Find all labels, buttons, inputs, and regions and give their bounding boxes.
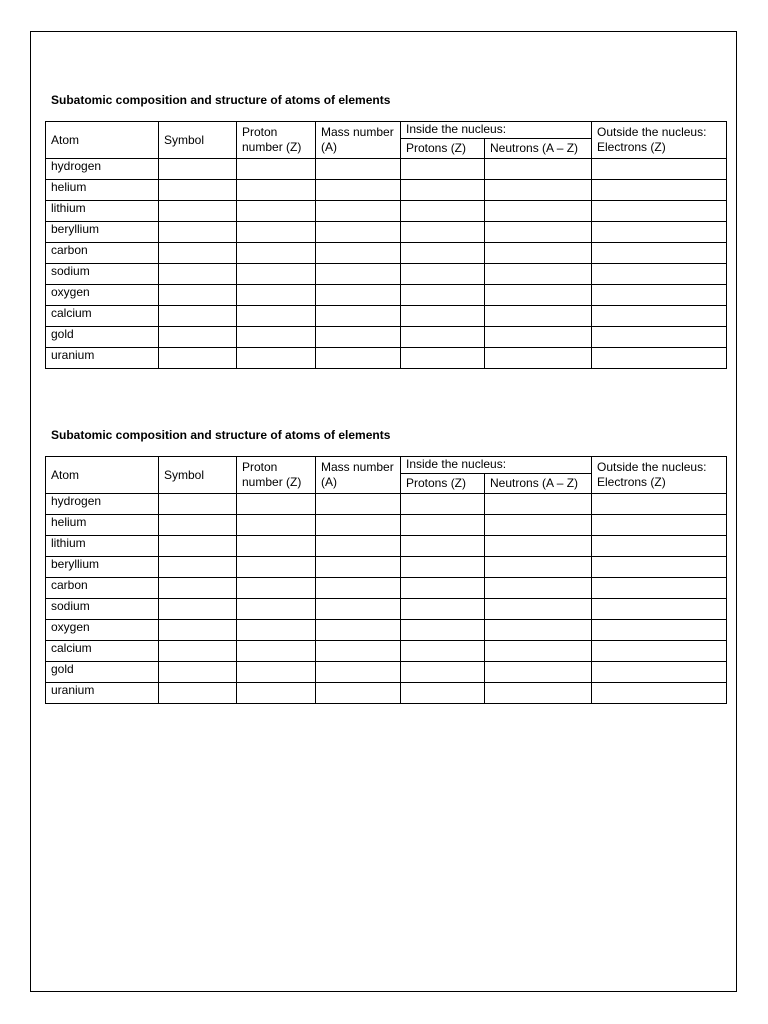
electrons-cell[interactable] <box>592 683 727 704</box>
mass-number-cell[interactable] <box>316 264 401 285</box>
electrons-cell[interactable] <box>592 222 727 243</box>
electrons-cell[interactable] <box>592 285 727 306</box>
mass-number-cell[interactable] <box>316 662 401 683</box>
symbol-cell[interactable] <box>159 180 237 201</box>
protons-cell[interactable] <box>401 201 485 222</box>
symbol-cell[interactable] <box>159 536 237 557</box>
atom-name-cell: gold <box>46 327 159 348</box>
header-neutrons: Neutrons (A – Z) <box>485 474 592 494</box>
atom-name-cell: helium <box>46 180 159 201</box>
electrons-cell[interactable] <box>592 348 727 369</box>
atom-name-cell: sodium <box>46 599 159 620</box>
mass-number-cell[interactable] <box>316 620 401 641</box>
protons-cell[interactable] <box>401 662 485 683</box>
table-row <box>46 515 727 536</box>
neutrons-cell[interactable] <box>485 557 592 578</box>
mass-number-cell[interactable] <box>316 159 401 180</box>
atom-name-cell: hydrogen <box>46 494 159 515</box>
protons-cell[interactable] <box>401 264 485 285</box>
symbol-cell[interactable] <box>159 599 237 620</box>
table-title: Subatomic composition and structure of atoms of elements <box>51 428 391 442</box>
proton-number-cell[interactable] <box>237 243 316 264</box>
mass-number-cell[interactable] <box>316 222 401 243</box>
table-row <box>46 620 727 641</box>
protons-cell[interactable] <box>401 515 485 536</box>
atom-name-cell: calcium <box>46 641 159 662</box>
electrons-cell[interactable] <box>592 620 727 641</box>
table-row <box>46 306 727 327</box>
mass-number-cell[interactable] <box>316 285 401 306</box>
atom-name-cell: hydrogen <box>46 159 159 180</box>
neutrons-cell[interactable] <box>485 201 592 222</box>
header-symbol: Symbol <box>159 457 237 494</box>
neutrons-cell[interactable] <box>485 348 592 369</box>
atom-name-cell: sodium <box>46 264 159 285</box>
electrons-cell[interactable] <box>592 578 727 599</box>
table-row <box>46 536 727 557</box>
neutrons-cell[interactable] <box>485 494 592 515</box>
symbol-cell[interactable] <box>159 641 237 662</box>
neutrons-cell[interactable] <box>485 327 592 348</box>
protons-cell[interactable] <box>401 494 485 515</box>
proton-number-cell[interactable] <box>237 515 316 536</box>
proton-number-cell[interactable] <box>237 620 316 641</box>
neutrons-cell[interactable] <box>485 599 592 620</box>
neutrons-cell[interactable] <box>485 306 592 327</box>
mass-number-cell[interactable] <box>316 180 401 201</box>
electrons-cell[interactable] <box>592 515 727 536</box>
proton-number-cell[interactable] <box>237 599 316 620</box>
table-row <box>46 557 727 578</box>
table-row <box>46 599 727 620</box>
symbol-cell[interactable] <box>159 201 237 222</box>
atom-name-cell: gold <box>46 662 159 683</box>
atom-name-cell: beryllium <box>46 557 159 578</box>
protons-cell[interactable] <box>401 159 485 180</box>
header-inside-nucleus: Inside the nucleus: <box>401 122 592 139</box>
neutrons-cell[interactable] <box>485 222 592 243</box>
electrons-cell[interactable] <box>592 264 727 285</box>
electrons-cell[interactable] <box>592 180 727 201</box>
symbol-cell[interactable] <box>159 327 237 348</box>
mass-number-cell[interactable] <box>316 515 401 536</box>
mass-number-cell[interactable] <box>316 348 401 369</box>
symbol-cell[interactable] <box>159 285 237 306</box>
proton-number-cell[interactable] <box>237 201 316 222</box>
neutrons-cell[interactable] <box>485 662 592 683</box>
table-title: Subatomic composition and structure of atoms of elements <box>51 93 391 107</box>
worksheet-section <box>45 93 726 369</box>
symbol-cell[interactable] <box>159 222 237 243</box>
proton-number-cell[interactable] <box>237 662 316 683</box>
header-atom: Atom <box>46 122 159 159</box>
mass-number-cell[interactable] <box>316 243 401 264</box>
symbol-cell[interactable] <box>159 159 237 180</box>
symbol-cell[interactable] <box>159 662 237 683</box>
proton-number-cell[interactable] <box>237 683 316 704</box>
table-row <box>46 180 727 201</box>
mass-number-cell[interactable] <box>316 201 401 222</box>
neutrons-cell[interactable] <box>485 180 592 201</box>
header-outside-nucleus: Outside the nucleus: Electrons (Z) <box>592 122 727 159</box>
mass-number-cell[interactable] <box>316 578 401 599</box>
header-inside-nucleus: Inside the nucleus: <box>401 457 592 474</box>
mass-number-cell[interactable] <box>316 327 401 348</box>
electrons-cell[interactable] <box>592 599 727 620</box>
mass-number-cell[interactable] <box>316 599 401 620</box>
neutrons-cell[interactable] <box>485 620 592 641</box>
header-protons: Protons (Z) <box>401 474 485 494</box>
symbol-cell[interactable] <box>159 515 237 536</box>
protons-cell[interactable] <box>401 306 485 327</box>
header-proton-number: Proton number (Z) <box>237 457 316 494</box>
atom-name-cell: oxygen <box>46 620 159 641</box>
header-atom: Atom <box>46 457 159 494</box>
proton-number-cell[interactable] <box>237 641 316 662</box>
atom-name-cell: carbon <box>46 243 159 264</box>
mass-number-cell[interactable] <box>316 494 401 515</box>
proton-number-cell[interactable] <box>237 159 316 180</box>
protons-cell[interactable] <box>401 536 485 557</box>
symbol-cell[interactable] <box>159 264 237 285</box>
table-row <box>46 264 727 285</box>
protons-cell[interactable] <box>401 180 485 201</box>
header-protons: Protons (Z) <box>401 139 485 159</box>
proton-number-cell[interactable] <box>237 327 316 348</box>
symbol-cell[interactable] <box>159 557 237 578</box>
neutrons-cell[interactable] <box>485 683 592 704</box>
table-row <box>46 243 727 264</box>
protons-cell[interactable] <box>401 620 485 641</box>
table-row <box>46 494 727 515</box>
header-mass-number: Mass number (A) <box>316 122 401 159</box>
electrons-cell[interactable] <box>592 306 727 327</box>
mass-number-cell[interactable] <box>316 683 401 704</box>
table-row <box>46 641 727 662</box>
protons-cell[interactable] <box>401 557 485 578</box>
proton-number-cell[interactable] <box>237 264 316 285</box>
header-outside-nucleus: Outside the nucleus: Electrons (Z) <box>592 457 727 494</box>
neutrons-cell[interactable] <box>485 641 592 662</box>
neutrons-cell[interactable] <box>485 578 592 599</box>
electrons-cell[interactable] <box>592 494 727 515</box>
atom-name-cell: lithium <box>46 536 159 557</box>
atom-name-cell: uranium <box>46 683 159 704</box>
symbol-cell[interactable] <box>159 348 237 369</box>
neutrons-cell[interactable] <box>485 285 592 306</box>
electrons-cell[interactable] <box>592 641 727 662</box>
atom-name-cell: carbon <box>46 578 159 599</box>
protons-cell[interactable] <box>401 683 485 704</box>
neutrons-cell[interactable] <box>485 243 592 264</box>
mass-number-cell[interactable] <box>316 641 401 662</box>
mass-number-cell[interactable] <box>316 557 401 578</box>
proton-number-cell[interactable] <box>237 536 316 557</box>
proton-number-cell[interactable] <box>237 494 316 515</box>
neutrons-cell[interactable] <box>485 264 592 285</box>
header-mass-number: Mass number (A) <box>316 457 401 494</box>
neutrons-cell[interactable] <box>485 536 592 557</box>
table-row <box>46 578 727 599</box>
protons-cell[interactable] <box>401 327 485 348</box>
proton-number-cell[interactable] <box>237 557 316 578</box>
atom-name-cell: calcium <box>46 306 159 327</box>
proton-number-cell[interactable] <box>237 285 316 306</box>
table-row <box>46 222 727 243</box>
electrons-cell[interactable] <box>592 536 727 557</box>
protons-cell[interactable] <box>401 243 485 264</box>
atom-name-cell: beryllium <box>46 222 159 243</box>
symbol-cell[interactable] <box>159 494 237 515</box>
proton-number-cell[interactable] <box>237 348 316 369</box>
protons-cell[interactable] <box>401 641 485 662</box>
atom-name-cell: oxygen <box>46 285 159 306</box>
mass-number-cell[interactable] <box>316 536 401 557</box>
electrons-cell[interactable] <box>592 201 727 222</box>
table-row <box>46 285 727 306</box>
symbol-cell[interactable] <box>159 243 237 264</box>
protons-cell[interactable] <box>401 599 485 620</box>
symbol-cell[interactable] <box>159 306 237 327</box>
neutrons-cell[interactable] <box>485 515 592 536</box>
protons-cell[interactable] <box>401 285 485 306</box>
atom-name-cell: uranium <box>46 348 159 369</box>
table-row <box>46 327 727 348</box>
table-row <box>46 348 727 369</box>
table-row <box>46 683 727 704</box>
symbol-cell[interactable] <box>159 683 237 704</box>
protons-cell[interactable] <box>401 348 485 369</box>
header-symbol: Symbol <box>159 122 237 159</box>
header-neutrons: Neutrons (A – Z) <box>485 139 592 159</box>
electrons-cell[interactable] <box>592 327 727 348</box>
atom-name-cell: helium <box>46 515 159 536</box>
table-row <box>46 201 727 222</box>
proton-number-cell[interactable] <box>237 578 316 599</box>
mass-number-cell[interactable] <box>316 306 401 327</box>
protons-cell[interactable] <box>401 578 485 599</box>
protons-cell[interactable] <box>401 222 485 243</box>
symbol-cell[interactable] <box>159 620 237 641</box>
header-proton-number: Proton number (Z) <box>237 122 316 159</box>
atoms-table <box>45 456 727 704</box>
electrons-cell[interactable] <box>592 243 727 264</box>
proton-number-cell[interactable] <box>237 222 316 243</box>
worksheet-section <box>45 428 726 704</box>
atoms-table <box>45 121 727 369</box>
table-row <box>46 662 727 683</box>
electrons-cell[interactable] <box>592 557 727 578</box>
electrons-cell[interactable] <box>592 662 727 683</box>
neutrons-cell[interactable] <box>485 159 592 180</box>
proton-number-cell[interactable] <box>237 180 316 201</box>
atom-name-cell: lithium <box>46 201 159 222</box>
symbol-cell[interactable] <box>159 578 237 599</box>
proton-number-cell[interactable] <box>237 306 316 327</box>
electrons-cell[interactable] <box>592 159 727 180</box>
table-row <box>46 159 727 180</box>
